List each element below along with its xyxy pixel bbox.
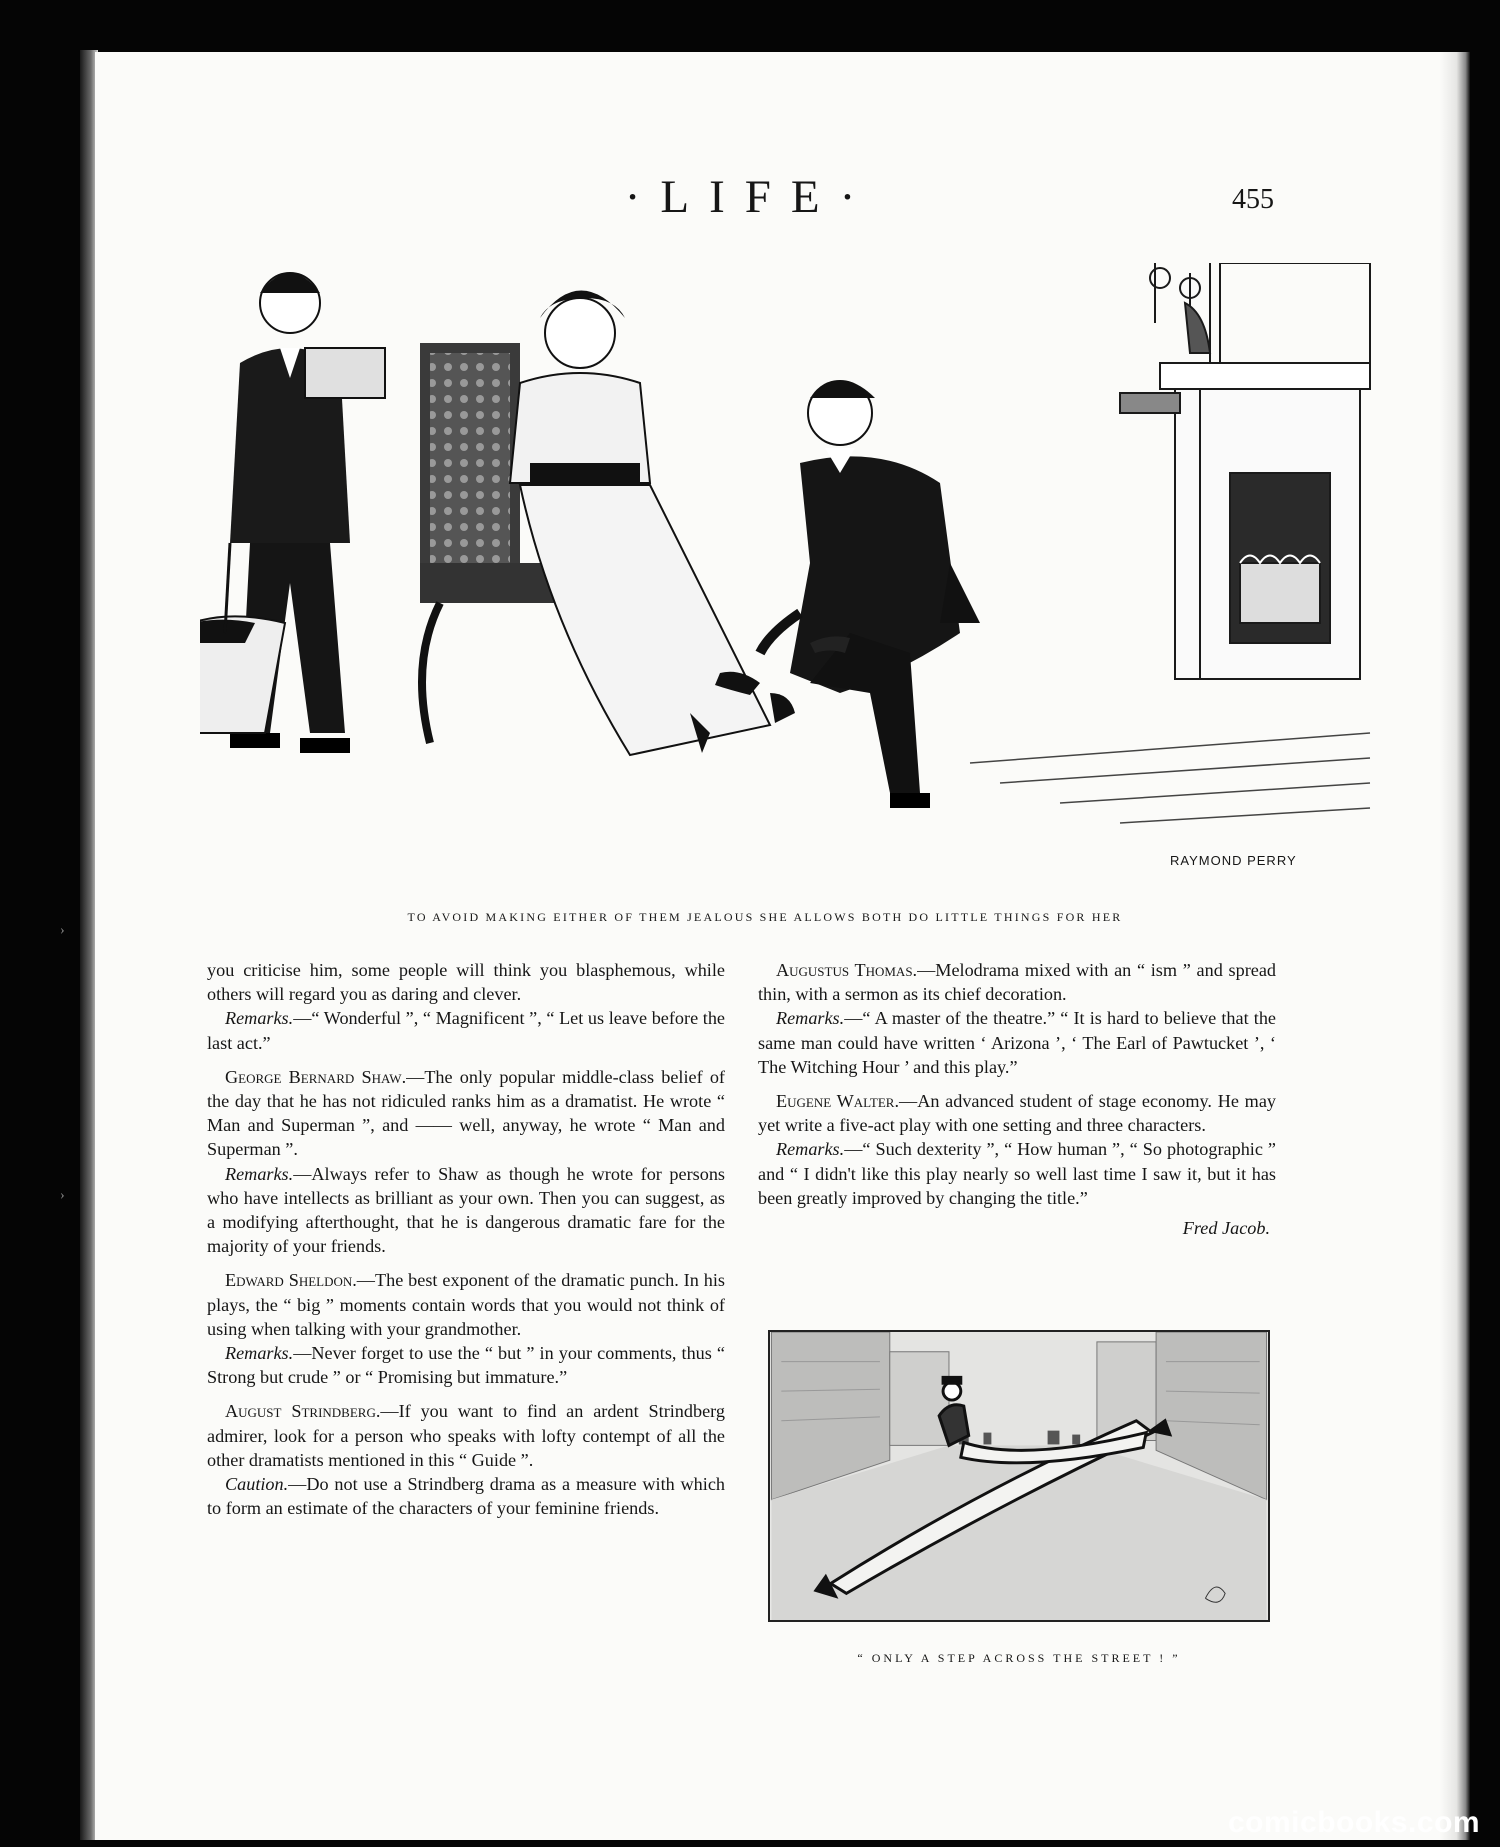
entry-name: Eugene Walter. [776,1091,899,1112]
entry-walter [758,1089,1276,1137]
remarks-text: —“ A master of the theatre.” “ It is hard to believe that the same man could have written ‘ Arizona ’, ‘ The Earl of Pawtucket ’, ‘ The Witching Hour ’ and this play.” [758,1008,1276,1077]
remarks-label: Remarks. [225,1343,294,1364]
entry-text: —An advanced student of stage economy. He may yet write a five-act play with one setting and three characters. [758,1091,1276,1136]
entry-name: August Strindberg. [225,1401,381,1422]
kneeling-man-drawing [760,381,980,809]
caution-text: —Do not use a Strindberg drama as a measure with which to form an estimate of the characters of your feminine friends. [207,1474,725,1519]
remarks-text: —“ Such dexterity ”, “ How human ”, “ So photographic ” and “ I didn't like this play nearly so well last time I saw it, but it has been greatly improved by changing the title.” [758,1139,1276,1208]
left-text-column [207,958,725,1520]
paragraph [207,1341,725,1389]
entry-name: George Bernard Shaw. [225,1066,407,1087]
fireplace-drawing [1120,263,1370,679]
entry-name: Edward Sheldon. [225,1270,357,1291]
paragraph [207,1162,725,1259]
entry-name: Augustus Thomas. [776,960,918,980]
remarks-text: —“ Wonderful ”, “ Magnificent ”, “ Let us leave before the last act.” [207,1008,725,1053]
entry-text: —Melodrama mixed with an “ ism ” and spread thin, with a sermon as its chief decoration. [758,960,1276,1005]
illustrator-signature: RAYMOND PERRY [1170,853,1297,868]
margin-mark: › [60,923,65,938]
entry-sheldon [207,1268,725,1341]
remarks-label: Remarks. [225,1008,294,1029]
page-number: 455 [1232,184,1274,215]
entry-strindberg [207,1399,725,1472]
remarks-text: —Always refer to Shaw as though he wrote for persons who have intellects as brilliant as your own. Then you can suggest, as a modifying afterthought, that he is dangerous dramatic fare for the majority of your friends. [207,1163,725,1257]
bottom-illustration [768,1330,1270,1622]
entry-text: —The only popular middle-class belief of the day that he has not ridiculed ranks him as a dramatist. He wrote “ Man and Superman ”, and —— well, anyway, he wrote “ Man and Superman ”. [207,1066,725,1160]
remarks-label: Remarks. [776,1008,845,1029]
paragraph [207,1006,725,1054]
paragraph [758,1137,1276,1210]
page-edge-shadow [1440,52,1470,1840]
caution-label: Caution. [225,1474,289,1495]
remarks-text: —Never forget to use the “ but ” in your comments, thus “ Strong but crude ” or “ Promising but immature.” [207,1343,725,1388]
site-watermark: comicbooks.com [1228,1806,1481,1839]
standing-man-drawing [200,273,385,753]
remarks-label: Remarks. [225,1163,294,1184]
entry-thomas [758,958,1276,1006]
margin-mark: › [60,1188,65,1203]
article-author: Fred Jacob. [1182,1218,1270,1239]
paragraph [758,1006,1276,1079]
masthead-title: ·LIFE· [624,171,876,223]
top-illustration [200,263,1390,893]
entry-text: —The best exponent of the dramatic punch. In his plays, the “ big ” moments contain words that you would not think of using when talking with your grandmother. [207,1270,725,1339]
armchair-and-woman-drawing [420,291,795,756]
paragraph: you criticise him, some people will think you blasphemous, while others will regard you as daring and clever. [207,960,725,1005]
entry-shaw [207,1065,725,1162]
bottom-illustration-caption: “ ONLY A STEP ACROSS THE STREET ! ” [857,1651,1181,1665]
remarks-label: Remarks. [776,1139,845,1160]
right-text-column [758,958,1276,1240]
entry-text: —If you want to find an ardent Strindberg admirer, look for a person who speaks with lofty contempt of all the other dramatists mentioned in this “ Guide ”. [207,1401,725,1470]
paragraph [207,1472,725,1520]
top-illustration-caption: TO AVOID MAKING EITHER OF THEM JEALOUS SHE ALLOWS BOTH DO LITTLE THINGS FOR HER [407,910,1123,924]
